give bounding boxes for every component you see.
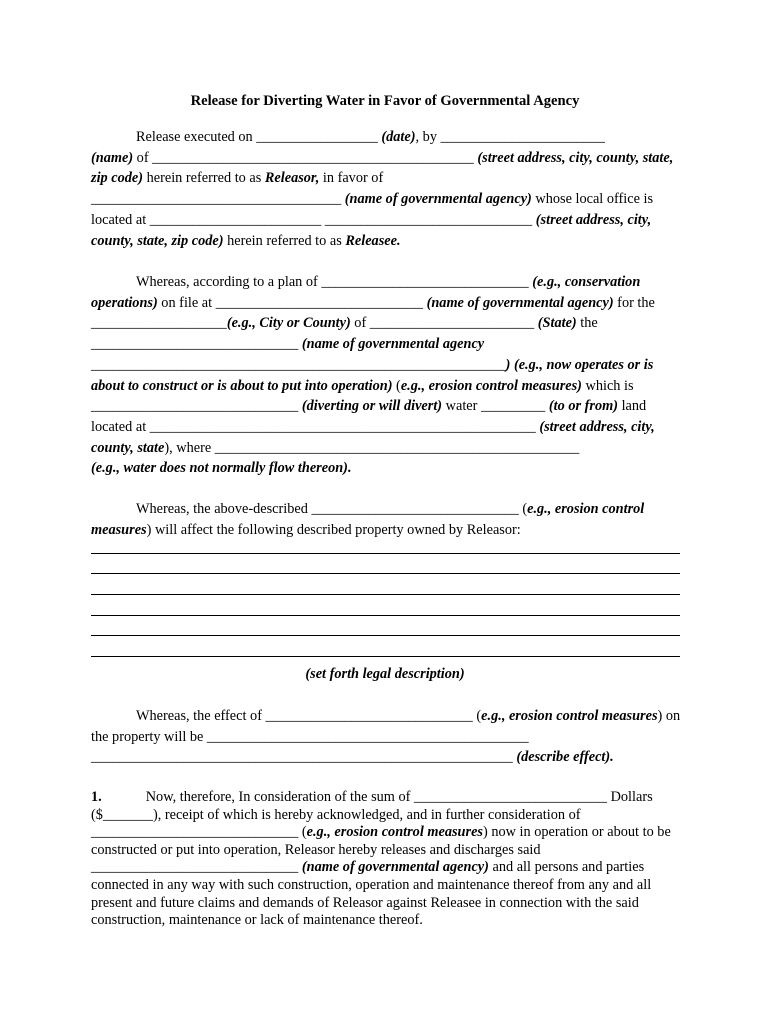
blank-line [91,595,680,616]
effect-whereas-paragraph: Whereas, the effect of _____________________________ (e.g., erosion control measures) on the property will be _____________________________________________ ___________________________________________________________ (describe effect). [91,708,681,766]
affected-property-paragraph: Whereas, the above-described _____________________________ (e.g., erosion control measures) will affect the following described property owned by Releasor: [91,501,645,538]
blank-line [91,533,680,554]
legal-description-blank-lines [91,533,680,657]
legal-description-label: (set forth legal description) [305,666,465,682]
blank-line [91,574,680,595]
consideration-paragraph: 1. Now, therefore, In consideration of the sum of ___________________________ Dollars ($_______), receipt of which is hereby acknowledged, and in further consideration of _____________________________ (e.g., erosion control measures) now in operation or about to be constructed or put into operation, Releasor hereby releases and discharges said _____________________________ (name of governmental agency) and all persons and parties connected in any way with such construction, operation and maintenance thereof from any and all present and future claims and demands of Releasor against Releasee in connection with the said construction, maintenance or lack of maintenance thereof. [91,789,671,929]
plan-whereas-paragraph: Whereas, according to a plan of _____________________________ (e.g., conservation operations) on file at _____________________________ (name of governmental agency) for the ___________________(e.g., City or County) of _______________________ (State) the _____________________________ (name of governmental agency __________________________________________________________) (e.g., now operates or is about to construct or is about to put into operation) (e.g., erosion control measures) which is _____________________________ (diverting or will divert) water _________ (to or from) land located at ______________________________________________________ (street address, city, county, state), where ___________________________________________________ (e.g., water does not normally flow thereon). [91,274,655,477]
section-number: 1. [91,789,102,805]
release-parties-paragraph: Release executed on _________________ (date), by _______________________ (name) of _____________________________________________ (street address, city, county, state, zip code) herein referred to as Releasor, in favor of ___________________________________ (name of governmental agency) whose local office is located at ________________________ _____________________________ (street address, city, county, state, zip code) herein referred to as Releasee. [91,129,674,249]
blank-line [91,616,680,637]
document-title: Release for Diverting Water in Favor of Governmental Agency [190,93,580,109]
blank-line [91,636,680,657]
blank-line [91,554,680,575]
